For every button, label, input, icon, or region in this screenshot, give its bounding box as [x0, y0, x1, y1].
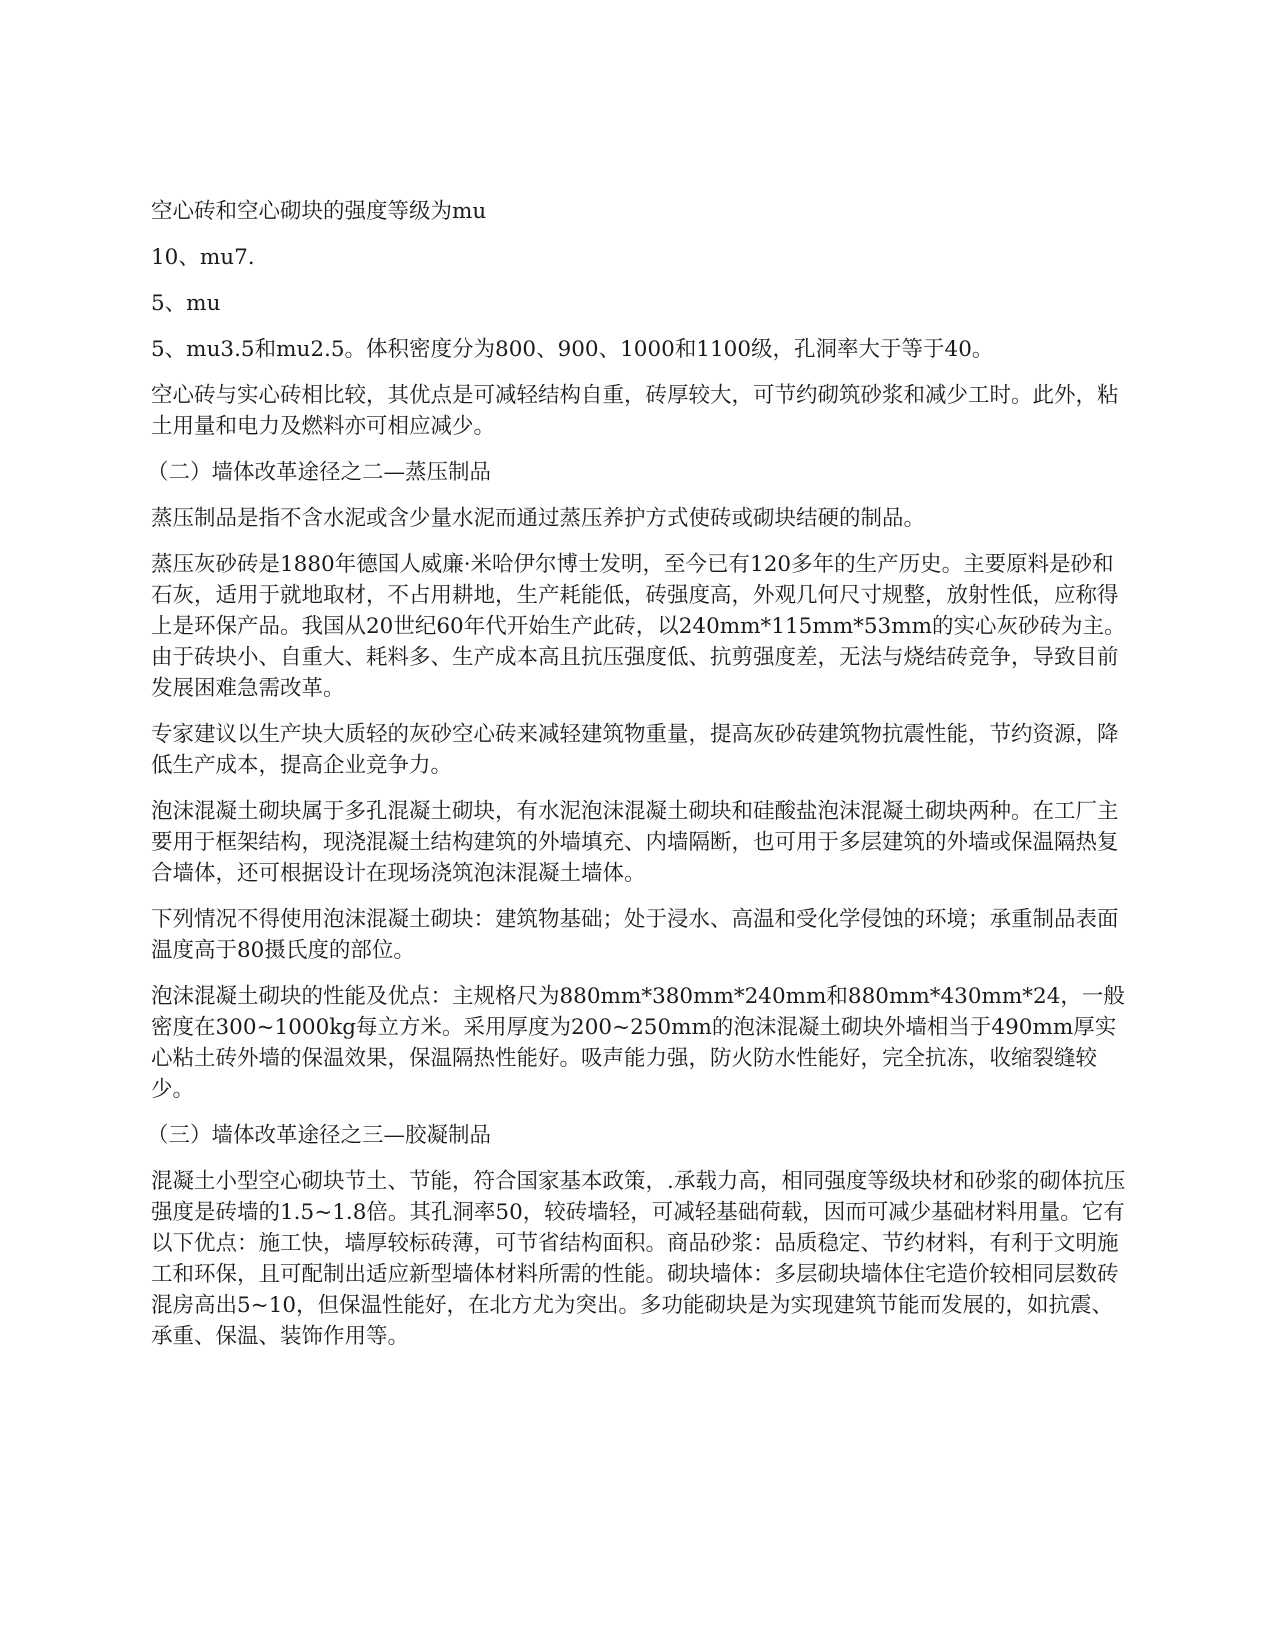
section-heading-autoclaved: （二）墙体改革途径之二—蒸压制品: [147, 460, 492, 485]
paragraph-autoclaved-definition: 蒸压制品是指不含水泥或含少量水泥而通过蒸压养护方式使砖或砌块结硬的制品。: [151, 506, 926, 531]
section-heading-cementitious: （三）墙体改革途径之三—胶凝制品: [147, 1123, 492, 1148]
paragraph-concrete-hollow-block: 混凝土小型空心砌块节土、节能，符合国家基本政策，.承载力高，相同强度等级块材和砂浆的砌体抗压强度是砖墙的1.5~1.8倍。其孔洞率50，较砖墙轻，可减轻基础荷载，因而可减少基础材料用量。它有以下优点：施工快，墙厚较标砖薄，可节省结构面积。商品砂浆：品质稳定、节约材料，有利于文明施工和环保，且可配制出适应新型墙体材料所需的性能。砌块墙体：多层砌块墙体住宅造价较相同层数砖混房高出5~10，但保温性能好，在北方尤为突出。多功能砌块是为实现建筑节能而发展的，如抗震、承重、保温、装饰作用等。: [151, 1169, 1126, 1349]
paragraph-restrictions: 下列情况不得使用泡沫混凝土砌块：建筑物基础；处于浸水、高温和受化学侵蚀的环境；承重制品表面温度高于80摄氏度的部位。: [151, 907, 1119, 963]
paragraph-foam-concrete-block: 泡沫混凝土砌块属于多孔混凝土砌块，有水泥泡沫混凝土砌块和硅酸盐泡沫混凝土砌块两种。在工厂主要用于框架结构，现浇混凝土结构建筑的外墙填充、内墙隔断，也可用于多层建筑的外墙或保温隔热复合墙体，还可根据设计在现场浇筑泡沫混凝土墙体。: [151, 799, 1119, 886]
paragraph-grade-continued-1: 10、mu7.: [151, 245, 255, 270]
paragraph-strength-grade: 空心砖和空心砌块的强度等级为mu: [151, 199, 487, 224]
paragraph-density-grade: 5、mu3.5和mu2.5。体积密度分为800、900、1000和1100级，孔洞率大于等于40。: [151, 337, 994, 362]
paragraph-expert-advice: 专家建议以生产块大质轻的灰砂空心砖来减轻建筑物重量，提高灰砂砖建筑物抗震性能，节约资源，降低生产成本，提高企业竞争力。: [151, 722, 1119, 778]
paragraph-foam-concrete-performance: 泡沫混凝土砌块的性能及优点：主规格尺为880mm*380mm*240mm和880mm*430mm*24，一般密度在300~1000kg每立方米。采用厚度为200~250mm的泡沫混凝土砌块外墙相当于490mm厚实心粘土砖外墙的保温效果，保温隔热性能好。吸声能力强，防火防水性能好，完全抗冻，收缩裂缝较少。: [151, 984, 1125, 1102]
paragraph-grade-continued-2: 5、mu: [151, 291, 221, 316]
paragraph-sand-lime-brick: 蒸压灰砂砖是1880年德国人威廉·米哈伊尔博士发明，至今已有120多年的生产历史。主要原料是砂和石灰，适用于就地取材，不占用耕地，生产耗能低，砖强度高，外观几何尺寸规整，放射性低，应称得上是环保产品。我国从20世纪60年代开始生产此砖，以240mm*115mm*53mm的实心灰砂砖为主。由于砖块小、自重大、耗料多、生产成本高且抗压强度低、抗剪强度差，无法与烧结砖竞争，导致目前发展困难急需改革。: [151, 552, 1126, 701]
document-body: [147, 196, 1126, 1367]
paragraph-hollow-brick-advantages: 空心砖与实心砖相比较，其优点是可减轻结构自重，砖厚较大，可节约砌筑砂浆和减少工时。此外，粘土用量和电力及燃料亦可相应减少。: [151, 383, 1119, 439]
